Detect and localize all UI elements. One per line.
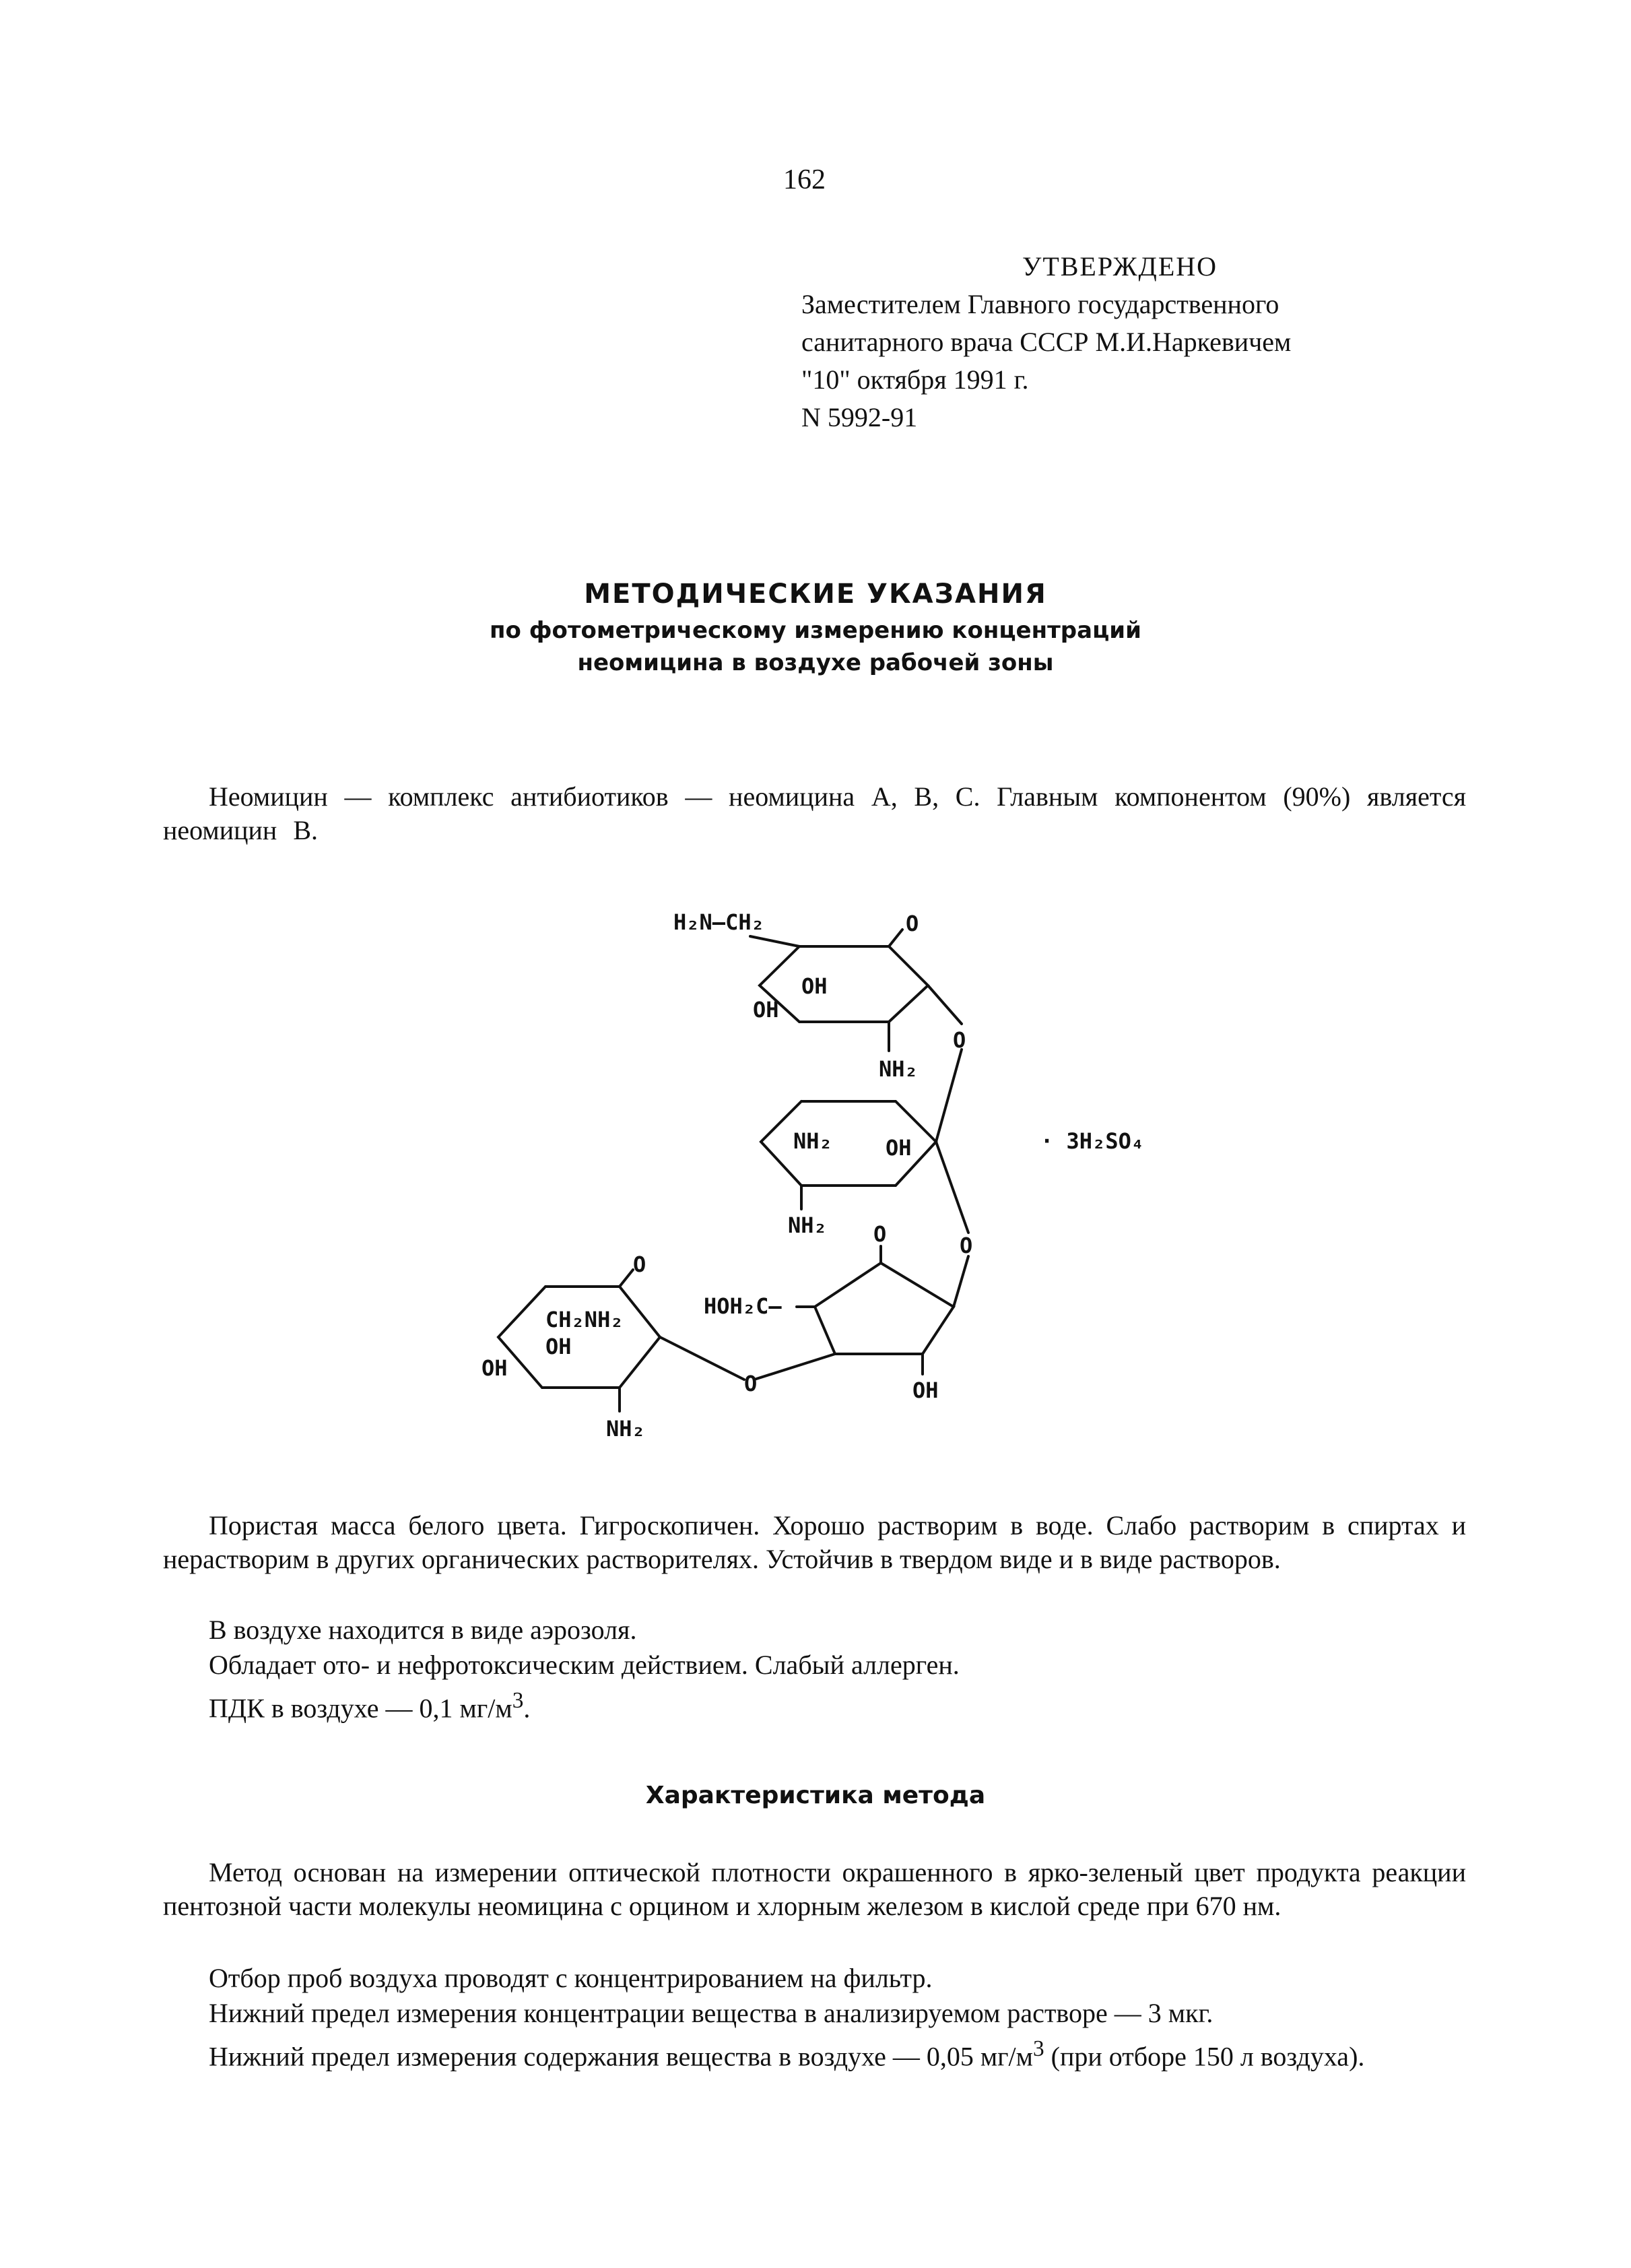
aerosol-paragraph: В воздухе находится в виде аэрозоля. — [209, 1615, 637, 1645]
structure-diagram — [471, 889, 1199, 1468]
label-nh2-ring2-b: NH₂ — [788, 1212, 827, 1238]
approval-block — [801, 248, 1291, 436]
pdk-end: . — [523, 1693, 531, 1724]
label-ch2nh2: CH₂NH₂ — [545, 1307, 624, 1332]
title-sub-1: по фотометрическому измерению концентраций — [490, 617, 1141, 644]
label-oh-pentose: OH — [912, 1378, 939, 1403]
approval-line-4: N 5992-91 — [801, 402, 918, 432]
label-o-link1: O — [953, 1027, 966, 1053]
label-o-pentose: O — [873, 1221, 887, 1247]
section-heading: Характеристика метода — [645, 1782, 986, 1809]
label-oh-ring1-b: OH — [753, 997, 779, 1023]
lower-limit-air-end: (при отборе 150 л воздуха). — [1044, 2041, 1365, 2072]
label-sulfate: · 3H₂SO₄ — [1040, 1128, 1145, 1154]
approval-line-1: Заместителем Главного государственного — [801, 289, 1279, 319]
lower-limit-air-superscript: 3 — [1032, 2036, 1044, 2061]
title-sub-2: неомицина в воздухе рабочей зоны — [577, 649, 1054, 676]
approval-line-2: санитарного врача СССР М.И.Наркевичем — [801, 327, 1292, 357]
label-oh-ring1-a: OH — [801, 973, 828, 999]
label-o-ring1: O — [906, 911, 919, 936]
label-nh2-ring1: NH₂ — [879, 1056, 918, 1082]
label-o-link3: O — [744, 1371, 758, 1396]
toxicity-paragraph: Обладает ото- и нефротоксическим действием. Слабый аллерген. — [209, 1650, 960, 1680]
page-number: 162 — [783, 164, 826, 195]
label-oh-ring3-a: OH — [545, 1334, 572, 1359]
label-o-ring3: O — [633, 1252, 646, 1277]
pdk-paragraph — [163, 1684, 1466, 1725]
approval-title: УТВЕРЖДЕНО — [1022, 251, 1218, 282]
label-hoh2c: HOH₂C— — [704, 1293, 782, 1319]
method-principle-paragraph: Метод основан на измерении оптической плотности окрашенного в ярко-зеленый цвет продукта реакции пентозной части молекулы неомицина с орцином и хлорным железом в кислой среде при 670 нм. — [163, 1857, 1466, 1921]
neomycin-structure — [471, 889, 1199, 1468]
pdk-text: ПДК в воздухе — 0,1 мг/м — [209, 1693, 512, 1724]
label-nh2-ring2-a: NH₂ — [793, 1128, 832, 1154]
lower-limit-air-text: Нижний предел измерения содержания вещества в воздухе — 0,05 мг/м — [209, 2041, 1033, 2072]
approval-line-3: "10" октября 1991 г. — [801, 364, 1029, 395]
description-paragraph: Пористая масса белого цвета. Гигроскопичен. Хорошо растворим в воде. Слабо растворим в спиртах и нерастворим в других органических растворителях. Устойчив в твердом виде и в виде растворов. — [163, 1510, 1466, 1574]
document-title — [0, 574, 1631, 679]
label-oh-ring3-b: OH — [481, 1355, 508, 1381]
label-h2n-ch2: H₂N—CH₂ — [673, 909, 764, 935]
label-nh2-ring3: NH₂ — [606, 1416, 645, 1441]
lower-limit-solution-paragraph: Нижний предел измерения концентрации вещества в анализируемом растворе — 3 мкг. — [209, 1998, 1213, 2028]
title-main: МЕТОДИЧЕСКИЕ УКАЗАНИЯ — [584, 579, 1047, 610]
pdk-unit-superscript: 3 — [512, 1688, 524, 1713]
label-o-link2: O — [960, 1233, 973, 1258]
sampling-paragraph: Отбор проб воздуха проводят с концентрированием на фильтр. — [209, 1963, 933, 1993]
intro-paragraph: Неомицин — комплекс антибиотиков — неомицина А, В, С. Главным компонентом (90%) является неомицин В. — [163, 781, 1466, 845]
lower-limit-air-paragraph — [163, 2032, 1466, 2073]
label-oh-ring2: OH — [886, 1135, 912, 1161]
